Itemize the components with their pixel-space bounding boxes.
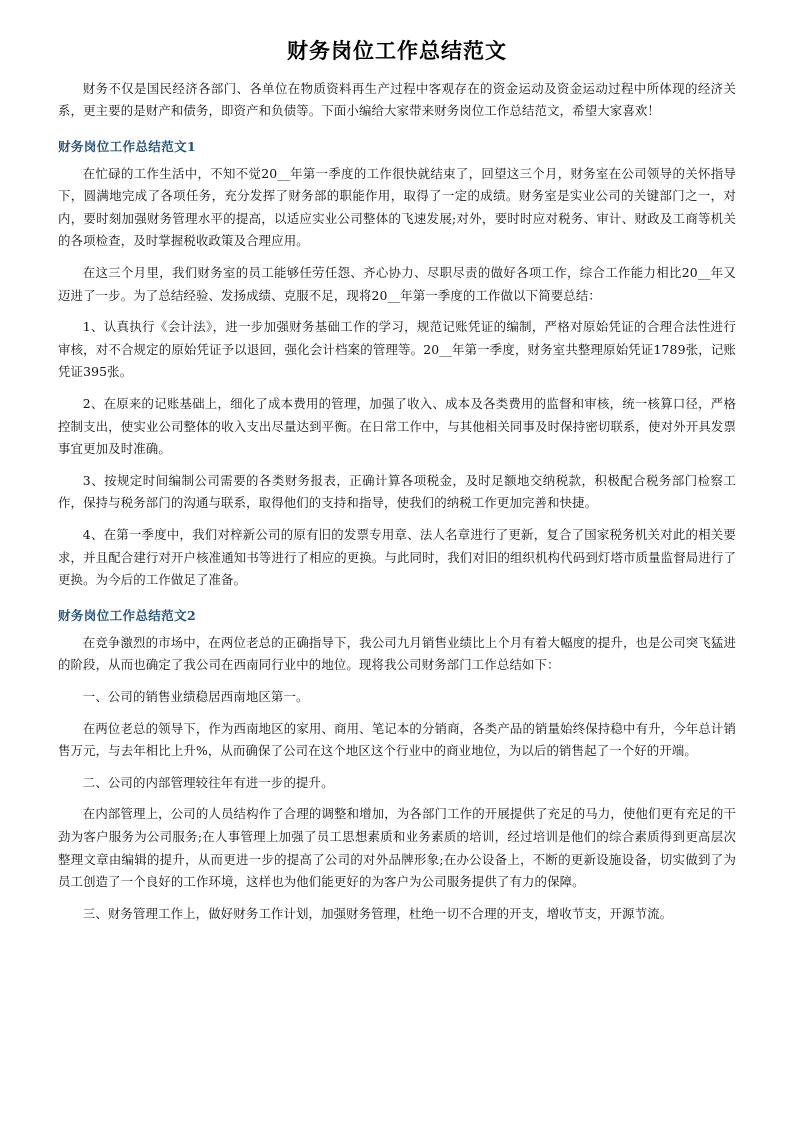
section-heading-1: 财务岗位工作总结范文1 <box>58 138 197 154</box>
section-1-list-item-3: 3、按规定时间编制公司需要的各类财务报表，正确计算各项税金，及时足额地交纳税款，积极配合税务部门检察工作，保持与税务部门的沟通与联系，取得他们的支持和指导，使我们的纳税工作更加完善和快捷。 <box>58 472 736 511</box>
section-1-list-item-2: 2、在原来的记账基础上，细化了成本费用的管理，加强了收入、成本及各类费用的监督和审核，统一核算口径，严格控制支出，使实业公司整体的收入支出尽量达到平衡。在日常工作中，与其他相关同事及时保持密切联系，使对外开具发票事宜更加及时准确。 <box>58 396 736 457</box>
section-1-paragraph-2: 在这三个月里，我们财务室的员工能够任劳任怨、齐心协力、尽职尽责的做好各项工作，综合工作能力相比20__年又迈进了一步。为了总结经验、发扬成绩、克服不足，现将20__年第一季度的工作做以下简要总结： <box>58 265 736 303</box>
intro-paragraph: 财务不仅是国民经济各部门、各单位在物质资料再生产过程中客观存在的资金运动及资金运动过程中所体现的经济关系，更主要的是财产和债务，即资产和负债等。下面小编给大家带来财务岗位工作总结范文，希望大家喜欢！ <box>58 80 736 119</box>
section-2-list-item-3: 三、财务管理工作上，做好财务工作计划，加强财务管理，杜绝一切不合理的开支，增收节支，开源节流。 <box>82 905 673 921</box>
section-2-list-item-2: 二、公司的内部管理较往年有进一步的提升。 <box>82 774 334 790</box>
section-2-list-item-1: 一、公司的销售业绩稳居西南地区第一。 <box>82 688 309 704</box>
page-title: 财务岗位工作总结范文 <box>287 39 507 63</box>
section-1-list-item-1: 1、认真执行《会计法》，进一步加强财务基础工作的学习，规范记账凭证的编制，严格对原始凭证的合理合法性进行审核，对不合规定的原始凭证予以退回，强化会计档案的管理等。20__年第一季度，财务室共整理原始凭证1789张，记账凭证395张。 <box>58 319 736 380</box>
section-2-paragraph-3: 在内部管理上，公司的人员结构作了合理的调整和增加，为各部门工作的开展提供了充足的马力，使他们更有充足的干劲为客户服务为公司服务;在人事管理上加强了员工思想素质和业务素质的培训，经过培训是他们的综合素质得到更高层次整理文章由编辑的提升，从而更进一步的提高了公司的对外品牌形象;在办公设备上，不断的更新设施设备，切实做到了为员工创造了一个良好的工作环境，这样也为他们能更好的为客户为公司服务提供了有力的保障。 <box>58 806 736 890</box>
section-2-paragraph-2: 在两位老总的领导下，作为西南地区的家用、商用、笔记本的分销商，各类产品的销量始终保持稳中有升，今年总计销售万元，与去年相比上升%，从而确保了公司在这个地区这个行业中的商业地位，为以后的销售起了一个好的开端。 <box>58 720 736 759</box>
section-heading-2: 财务岗位工作总结范文2 <box>58 607 197 623</box>
section-2-paragraph-1: 在竞争激烈的市场中，在两位老总的正确指导下，我公司九月销售业绩比上个月有着大幅度的提升，也是公司突飞猛进的阶段，从而也确定了我公司在西南同行业中的地位。现将我公司财务部门工作总结如下： <box>58 634 736 673</box>
section-1-list-item-4: 4、在第一季度中，我们对梓新公司的原有旧的发票专用章、法人名章进行了更新，复合了国家税务机关对此的相关要求，并且配合建行对开户核准通知书等进行了相应的更换。与此同时，我们对旧的组织机构代码到灯塔市质量监督局进行了更换。为今后的工作做足了准备。 <box>58 527 736 588</box>
section-1-paragraph-1: 在忙碌的工作生活中，不知不觉20__年第一季度的工作很快就结束了，回望这三个月，财务室在公司领导的关怀指导下，圆满地完成了各项任务，充分发挥了财务部的职能作用，取得了一定的成绩。财务室是实业公司的关键部门之一，对内，要时刻加强财务管理水平的提高，以适应实业公司整体的飞速发展;对外，要时时应对税务、审计、财政及工商等机关的各项检查，及时掌握税收政策及合理应用。 <box>58 165 736 249</box>
